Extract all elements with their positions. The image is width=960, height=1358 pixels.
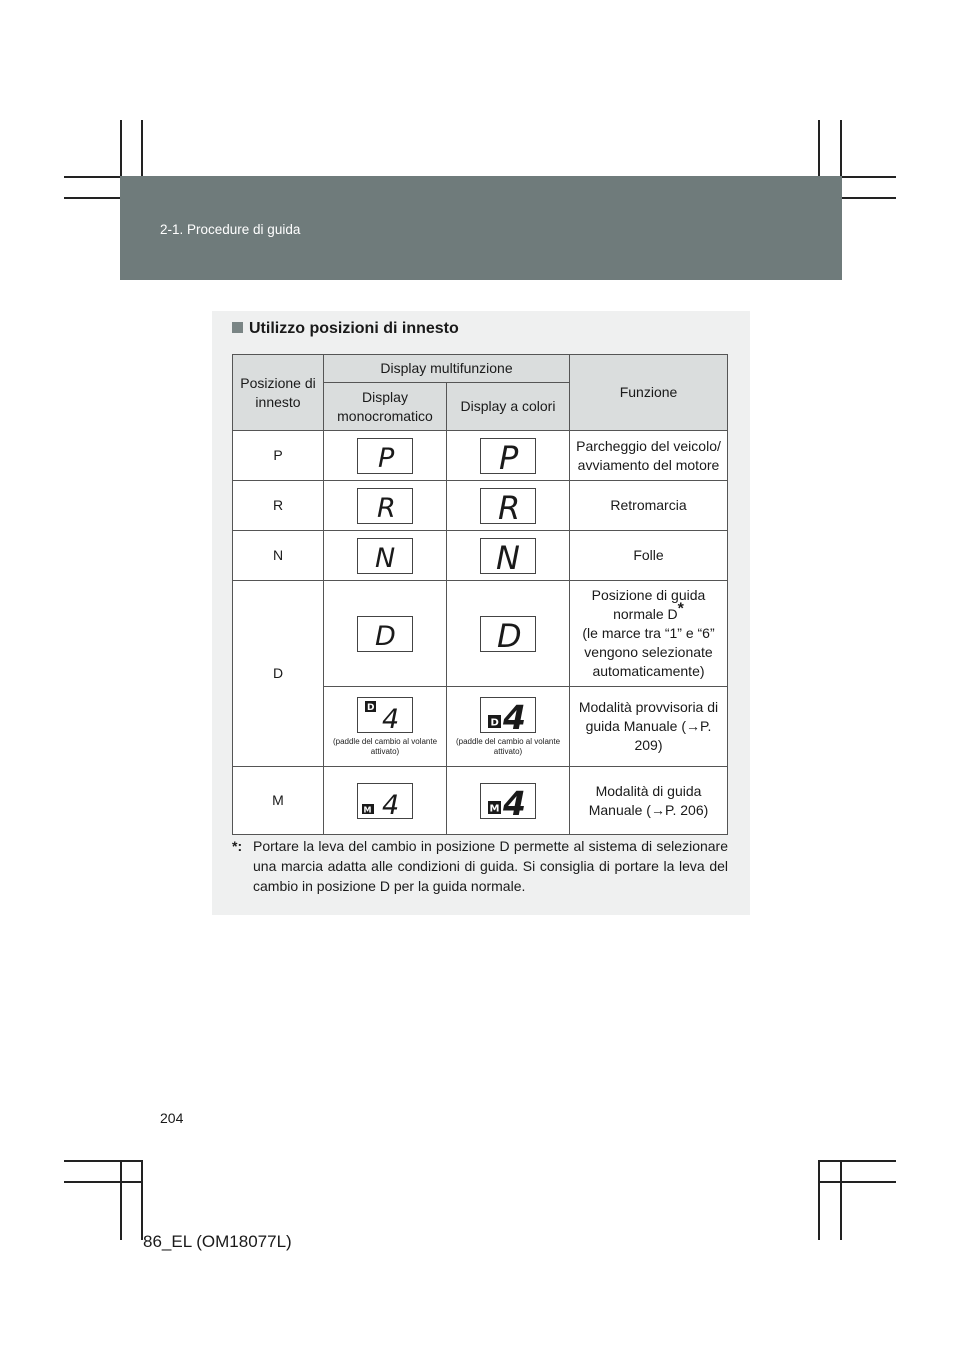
cell-position: D [233, 581, 324, 767]
gear-glyph: 4 [503, 697, 526, 732]
cell-mono [324, 581, 447, 687]
crop-mark [840, 1160, 842, 1240]
color-gear-display [480, 616, 536, 652]
mono-gear-display [357, 783, 413, 819]
gear-glyph: 4 [382, 703, 400, 732]
page-number: 204 [160, 1110, 184, 1126]
gear-position-table [232, 354, 728, 835]
cell-mono [324, 767, 447, 835]
gear-glyph: N [375, 542, 396, 573]
mono-gear-display [357, 697, 413, 733]
header-function: Funzione [570, 355, 728, 431]
table-row [233, 767, 728, 835]
section-title [232, 320, 459, 338]
function-text: (le marce tra “1” e “6” vengono selezionate automaticamente) [582, 625, 715, 679]
cell-function: Folle [570, 531, 728, 581]
cell-color [447, 431, 570, 481]
cell-position: R [233, 481, 324, 531]
mono-gear-display [357, 616, 413, 652]
gear-glyph: P [378, 442, 395, 473]
cell-function: Modalità provvisoria di guida Manuale (→P. 209) [570, 687, 728, 767]
color-gear-display [480, 697, 536, 733]
header-position: Posizione di innesto [233, 355, 324, 431]
section-header: 2-1. Procedure di guida [160, 222, 301, 237]
cell-color [447, 687, 570, 767]
color-gear-display [480, 783, 536, 819]
gear-glyph: P [499, 438, 519, 473]
crop-mark [818, 1160, 896, 1162]
mono-gear-display [357, 538, 413, 574]
cell-mono [324, 531, 447, 581]
mono-gear-display [357, 488, 413, 524]
mode-badge: M [489, 803, 500, 814]
square-bullet-icon [232, 322, 243, 333]
gear-glyph: N [496, 538, 520, 573]
function-text: Posizione di guida normale D [591, 587, 706, 622]
cell-function: Modalità di guida Manuale (→P. 206) [570, 767, 728, 835]
cell-color [447, 767, 570, 835]
mode-badge: D [367, 702, 375, 713]
cell-mono [324, 431, 447, 481]
color-gear-display [480, 538, 536, 574]
cell-color [447, 581, 570, 687]
table-row [233, 581, 728, 687]
footnote [232, 836, 728, 896]
crop-mark [64, 1160, 142, 1162]
mono-gear-display [357, 438, 413, 474]
header-mono: Display monocromatico [324, 383, 447, 431]
gear-glyph: 4 [382, 789, 400, 818]
crop-mark [141, 1160, 143, 1240]
cell-function [570, 581, 728, 687]
table-row [233, 431, 728, 481]
document-code: 86_EL (OM18077L) [143, 1232, 292, 1251]
cell-color [447, 481, 570, 531]
table-row [233, 481, 728, 531]
crop-mark [64, 1181, 142, 1183]
cell-function: Retromarcia [570, 481, 728, 531]
gear-glyph: D [497, 616, 522, 651]
header-color: Display a colori [447, 383, 570, 431]
footnote-text: Portare la leva del cambio in posizione D permette al sistema di selezionare una marcia adatta alle condizioni di guida. Si consiglia di portare la leva del cambio in posizione D per la guida normale. [253, 838, 728, 894]
gear-glyph: R [377, 492, 396, 523]
crop-mark [818, 1181, 896, 1183]
cell-mono [324, 687, 447, 767]
color-gear-display [480, 488, 536, 524]
gear-glyph: 4 [503, 783, 526, 818]
color-gear-display [480, 438, 536, 474]
footnote-star: * [677, 600, 684, 618]
mode-badge: D [490, 717, 499, 728]
paddle-note: (paddle del cambio al volante attivato) [455, 736, 561, 756]
cell-color [447, 531, 570, 581]
crop-mark [120, 1160, 122, 1240]
cell-position: P [233, 431, 324, 481]
gear-glyph: D [375, 620, 396, 651]
crop-mark [818, 1160, 820, 1240]
gear-glyph: R [498, 488, 521, 523]
header-multifunction: Display multifunzione [324, 355, 570, 383]
mode-badge: M [363, 805, 372, 814]
cell-position: M [233, 767, 324, 835]
cell-mono [324, 481, 447, 531]
paddle-note: (paddle del cambio al volante attivato) [332, 736, 438, 756]
section-title-text: Utilizzo posizioni di innesto [249, 320, 459, 337]
table-row [233, 531, 728, 581]
footnote-mark: *: [232, 838, 243, 854]
cell-position: N [233, 531, 324, 581]
cell-function: Parcheggio del veicolo/ avviamento del motore [570, 431, 728, 481]
